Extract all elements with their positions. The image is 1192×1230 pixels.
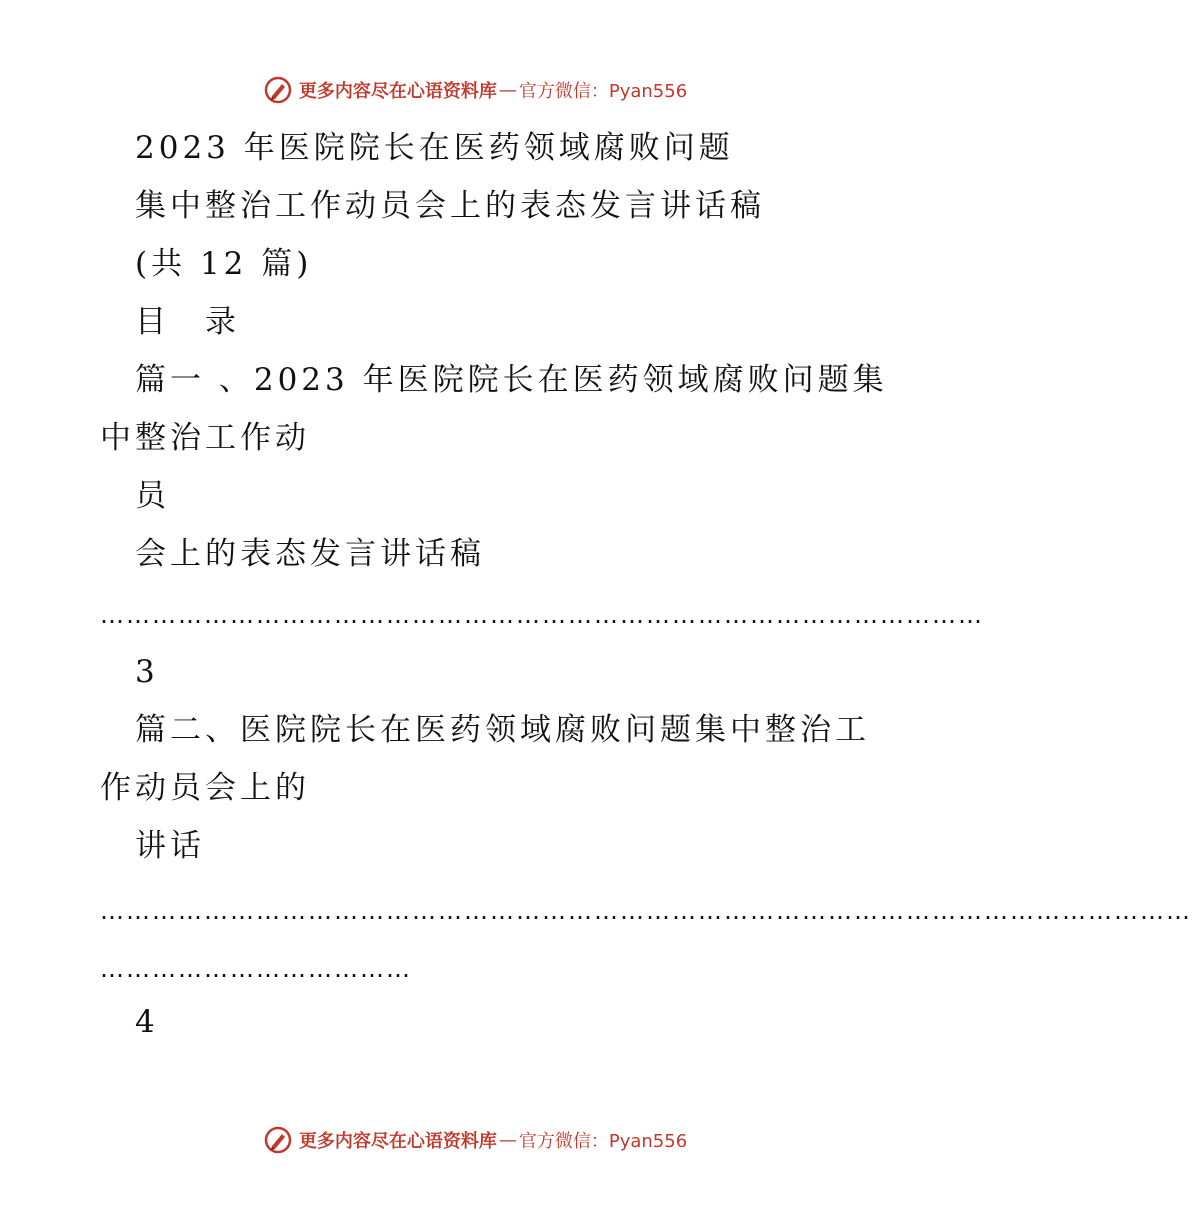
toc-entry-1-line3[interactable]: 员 <box>135 478 170 514</box>
pen-in-circle-icon <box>263 75 293 105</box>
toc-entry-1-page[interactable]: 3 <box>135 654 159 690</box>
watermark-separator: — <box>498 1129 517 1151</box>
document-title-line1: 2023 年医院院长在医药领域腐败问题 <box>135 130 734 166</box>
toc-heading: 目 录 <box>135 304 240 340</box>
watermark-text: 更多内容尽在心语资料库 <box>298 1131 497 1152</box>
watermark-banner-bottom <box>0 1120 950 1160</box>
toc-entry-2-leader: ……………………………………………………………………………………………………………… <box>100 897 1192 925</box>
watermark-banner-top <box>0 70 950 110</box>
watermark-separator: — <box>498 79 517 101</box>
toc-entry-1-line1[interactable]: 篇一 、2023 年医院院长在医药领域腐败问题集 <box>135 362 888 398</box>
toc-entry-2-line1[interactable]: 篇二、医院院长在医药领域腐败问题集中整治工 <box>135 712 870 748</box>
watermark-wechat: 官方微信：Pyan556 <box>518 1131 688 1152</box>
watermark-text: 更多内容尽在心语资料库 <box>298 81 497 102</box>
toc-entry-2-leader-cont: ……………………………… <box>100 955 412 983</box>
toc-entry-1-leader: ………………………………………………………………………………………… <box>100 601 984 629</box>
pen-in-circle-icon <box>263 1125 293 1155</box>
toc-entry-2-line3[interactable]: 讲话 <box>135 828 205 864</box>
toc-entry-1-line2[interactable]: 中整治工作动 <box>100 420 310 456</box>
watermark-wechat: 官方微信：Pyan556 <box>518 81 688 102</box>
toc-entry-2-line2[interactable]: 作动员会上的 <box>100 770 310 806</box>
toc-entry-2-page[interactable]: 4 <box>135 1004 159 1040</box>
document-count: (共 12 篇) <box>135 246 313 282</box>
document-title-line2: 集中整治工作动员会上的表态发言讲话稿 <box>135 188 765 224</box>
toc-entry-1-line4[interactable]: 会上的表态发言讲话稿 <box>135 536 485 572</box>
